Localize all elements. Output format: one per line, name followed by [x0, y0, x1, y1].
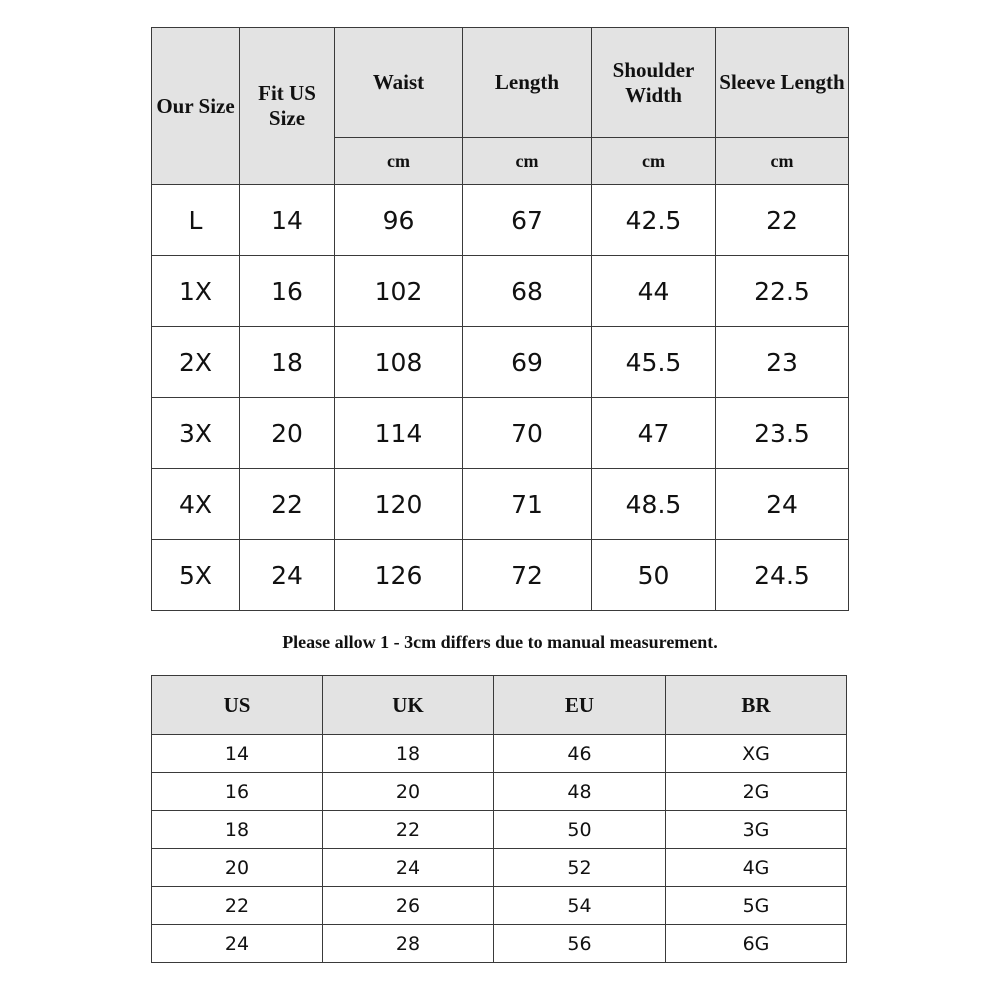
- cell-waist: 96: [335, 185, 463, 256]
- table-row: [152, 773, 847, 811]
- table-row: [152, 185, 849, 256]
- header-br: BR: [666, 676, 847, 735]
- header-eu: EU: [494, 676, 666, 735]
- cell-uk: 22: [323, 811, 494, 849]
- cell-eu: 46: [494, 735, 666, 773]
- unit-waist: cm: [335, 138, 463, 185]
- cell-shoulder-width: 47: [592, 398, 716, 469]
- cell-sleeve-length: 23.5: [716, 398, 849, 469]
- cell-length: 71: [463, 469, 592, 540]
- cell-length: 69: [463, 327, 592, 398]
- cell-sleeve-length: 23: [716, 327, 849, 398]
- cell-fit-us-size: 22: [240, 469, 335, 540]
- cell-us: 20: [152, 849, 323, 887]
- cell-br: 3G: [666, 811, 847, 849]
- cell-our-size: 5X: [152, 540, 240, 611]
- table-row: [152, 540, 849, 611]
- cell-us: 18: [152, 811, 323, 849]
- header-shoulder-width: Shoulder Width: [592, 28, 716, 138]
- cell-eu: 56: [494, 925, 666, 963]
- header-waist: Waist: [335, 28, 463, 138]
- header-length: Length: [463, 28, 592, 138]
- cell-fit-us-size: 24: [240, 540, 335, 611]
- size-chart-header-row: [152, 28, 849, 138]
- cell-length: 70: [463, 398, 592, 469]
- cell-fit-us-size: 16: [240, 256, 335, 327]
- cell-us: 14: [152, 735, 323, 773]
- unit-sleeve-length: cm: [716, 138, 849, 185]
- cell-our-size: 2X: [152, 327, 240, 398]
- table-row: [152, 256, 849, 327]
- cell-our-size: 3X: [152, 398, 240, 469]
- size-chart-table: [151, 27, 849, 611]
- cell-fit-us-size: 18: [240, 327, 335, 398]
- cell-uk: 20: [323, 773, 494, 811]
- cell-shoulder-width: 42.5: [592, 185, 716, 256]
- cell-eu: 50: [494, 811, 666, 849]
- cell-us: 16: [152, 773, 323, 811]
- cell-length: 67: [463, 185, 592, 256]
- cell-uk: 26: [323, 887, 494, 925]
- conversion-header-row: [152, 676, 847, 735]
- unit-shoulder-width: cm: [592, 138, 716, 185]
- table-row: [152, 327, 849, 398]
- cell-uk: 28: [323, 925, 494, 963]
- cell-shoulder-width: 48.5: [592, 469, 716, 540]
- table-row: [152, 925, 847, 963]
- cell-us: 24: [152, 925, 323, 963]
- cell-br: 4G: [666, 849, 847, 887]
- cell-us: 22: [152, 887, 323, 925]
- cell-br: 6G: [666, 925, 847, 963]
- cell-waist: 114: [335, 398, 463, 469]
- cell-shoulder-width: 44: [592, 256, 716, 327]
- cell-waist: 126: [335, 540, 463, 611]
- cell-uk: 18: [323, 735, 494, 773]
- cell-our-size: 1X: [152, 256, 240, 327]
- header-fit-us-size: Fit US Size: [240, 28, 335, 185]
- table-row: [152, 811, 847, 849]
- table-row: [152, 469, 849, 540]
- cell-length: 72: [463, 540, 592, 611]
- size-conversion-table: [151, 675, 847, 963]
- cell-waist: 120: [335, 469, 463, 540]
- cell-eu: 52: [494, 849, 666, 887]
- cell-sleeve-length: 22.5: [716, 256, 849, 327]
- cell-fit-us-size: 14: [240, 185, 335, 256]
- cell-sleeve-length: 24.5: [716, 540, 849, 611]
- cell-our-size: L: [152, 185, 240, 256]
- cell-waist: 102: [335, 256, 463, 327]
- unit-length: cm: [463, 138, 592, 185]
- header-our-size: Our Size: [152, 28, 240, 185]
- header-sleeve-length: Sleeve Length: [716, 28, 849, 138]
- cell-eu: 54: [494, 887, 666, 925]
- cell-shoulder-width: 50: [592, 540, 716, 611]
- cell-br: XG: [666, 735, 847, 773]
- measurement-note: Please allow 1 - 3cm differs due to manual measurement.: [282, 632, 718, 652]
- header-us: US: [152, 676, 323, 735]
- table-row: [152, 735, 847, 773]
- table-row: [152, 398, 849, 469]
- cell-sleeve-length: 24: [716, 469, 849, 540]
- cell-uk: 24: [323, 849, 494, 887]
- cell-length: 68: [463, 256, 592, 327]
- cell-eu: 48: [494, 773, 666, 811]
- table-row: [152, 887, 847, 925]
- cell-shoulder-width: 45.5: [592, 327, 716, 398]
- table-row: [152, 849, 847, 887]
- cell-br: 2G: [666, 773, 847, 811]
- cell-br: 5G: [666, 887, 847, 925]
- cell-waist: 108: [335, 327, 463, 398]
- cell-our-size: 4X: [152, 469, 240, 540]
- cell-sleeve-length: 22: [716, 185, 849, 256]
- header-uk: UK: [323, 676, 494, 735]
- cell-fit-us-size: 20: [240, 398, 335, 469]
